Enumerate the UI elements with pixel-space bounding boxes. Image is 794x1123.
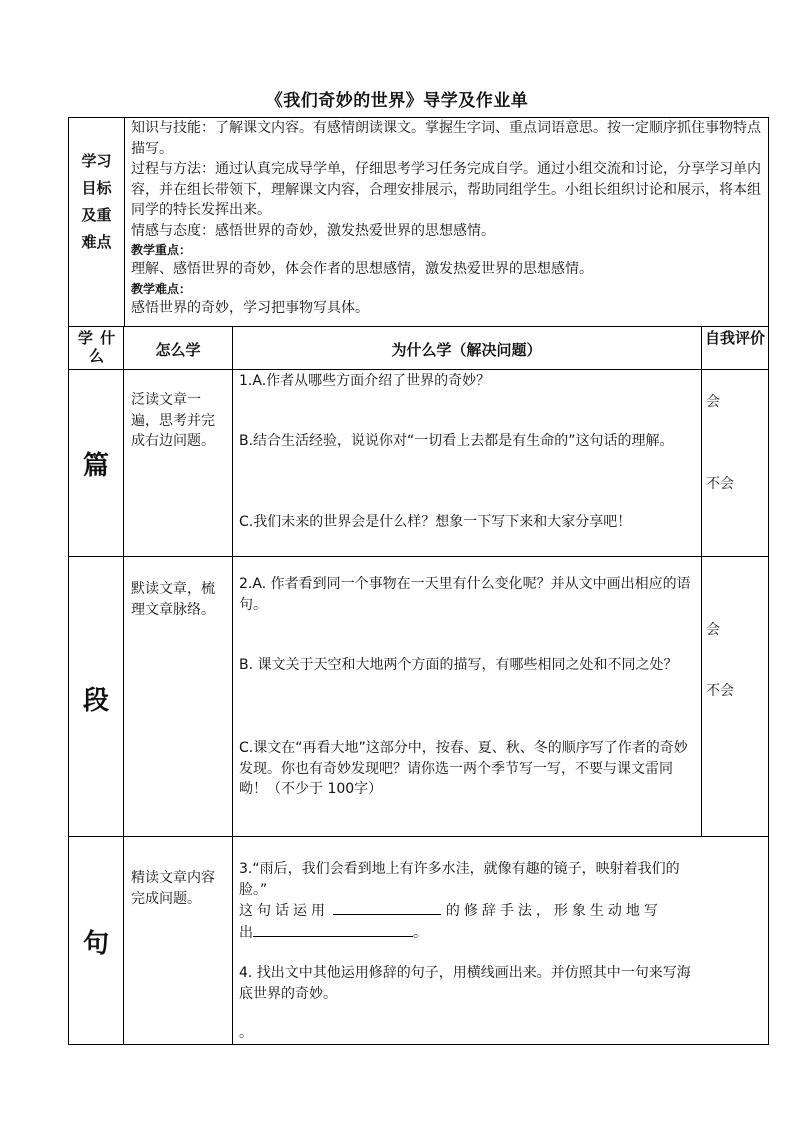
question-3: 3.“雨后，我们会看到地上有许多水洼，就像有趣的镜子，映射着我们的脸。”	[239, 861, 680, 898]
difficulty-label: 教学难点：	[131, 281, 192, 296]
objectives-label	[69, 118, 124, 326]
blank-rhetoric-field[interactable]	[333, 900, 441, 915]
method-text: 泛读文章一遍，思考并完成右边问题。	[131, 392, 215, 449]
method-text: 默读文章，梳理文章脉络。	[131, 581, 215, 618]
objectives-label-line: 学习	[81, 152, 112, 170]
header-how: 怎么学	[155, 341, 201, 359]
fill-blank-sentence	[239, 900, 695, 943]
method-text: 精读文章内容完成问题。	[131, 870, 215, 907]
worksheet-table	[68, 117, 769, 1045]
grid-line	[69, 556, 768, 557]
blank-description-field[interactable]	[253, 922, 413, 937]
question-2c: C.课文在“再看大地”这部分中，按春、夏、秋、冬的顺序写了作者的奇妙发现。你也有奇妙发现吧？请你选一两个季节写一写，不要与课文雷同呦！（不少于 100字）	[239, 740, 688, 797]
eval-no: 不会	[706, 476, 734, 492]
question-1b: B.结合生活经验，说说你对“一切看上去都是有生命的”这句话的理解。	[239, 433, 674, 449]
grid-line	[701, 326, 702, 836]
header-what: 学 什 么	[77, 329, 117, 365]
fill-blank-out: 出	[239, 924, 253, 941]
answer-end-mark: 。	[239, 1025, 253, 1041]
objectives-label-line: 难点	[81, 233, 112, 251]
question-2a: 2.A. 作者看到同一个事物在一天里有什么变化呢？并从文中画出相应的语句。	[239, 576, 691, 613]
key-point-label: 教学重点：	[131, 243, 192, 257]
grid-line	[123, 326, 124, 1044]
fill-blank-middle: 的修辞手法，形象生动地写	[445, 903, 662, 919]
grid-line	[69, 369, 768, 370]
header-why: 为什么学（解决问题）	[391, 341, 542, 359]
fill-blank-end: 。	[413, 924, 427, 941]
objective-knowledge: 知识与技能：了解课文内容。有感情朗读课文。掌握生字词、重点词语意思。按一定顺序抓住事物特点描写。	[131, 120, 761, 157]
question-2b: B. 课文关于天空和大地两个方面的描写，有哪些相同之处和不同之处？	[239, 657, 678, 673]
question-1c: C.我们未来的世界会是什么样？想象一下写下来和大家分享吧！	[239, 514, 632, 530]
fill-blank-prefix: 这句话运用	[239, 903, 329, 919]
eval-no: 不会	[706, 683, 734, 699]
objectives-label-line: 目标	[81, 179, 112, 197]
objective-emotion: 情感与态度：感悟世界的奇妙，激发热爱世界的思想感情。	[131, 222, 495, 239]
question-4: 4. 找出文中其他运用修辞的句子，用横线画出来。并仿照其中一句来写海底世界的奇妙。	[239, 965, 691, 1002]
page-title: 《我们奇妙的世界》导学及作业单	[265, 91, 529, 111]
question-1a: 1.A.作者从哪些方面介绍了世界的奇妙？	[239, 373, 491, 389]
difficulty-text: 感悟世界的奇妙，学习把事物写具体。	[131, 299, 369, 316]
grid-line	[69, 326, 768, 327]
objectives-label-line: 及重	[81, 206, 112, 224]
section-label: 篇	[82, 451, 109, 481]
key-point-text: 理解、感悟世界的奇妙，体会作者的思想感情，激发热爱世界的思想感情。	[131, 261, 593, 277]
grid-line	[124, 118, 125, 326]
header-self-eval: 自我评价	[705, 329, 766, 347]
section-label: 句	[82, 929, 109, 959]
eval-yes: 会	[706, 394, 720, 410]
eval-yes: 会	[706, 622, 720, 638]
section-label: 段	[82, 686, 109, 716]
grid-line	[69, 836, 768, 837]
grid-line	[232, 326, 233, 1044]
objectives-content	[131, 118, 765, 318]
objective-process: 过程与方法：通过认真完成导学单，仔细思考学习任务完成自学。通过小组交流和讨论，分享学习单内容，并在组长带领下，理解课文内容，合理安排展示，帮助同组学生。小组长组织讨论和展示，将本组同学的特长发挥出来。	[131, 161, 761, 218]
